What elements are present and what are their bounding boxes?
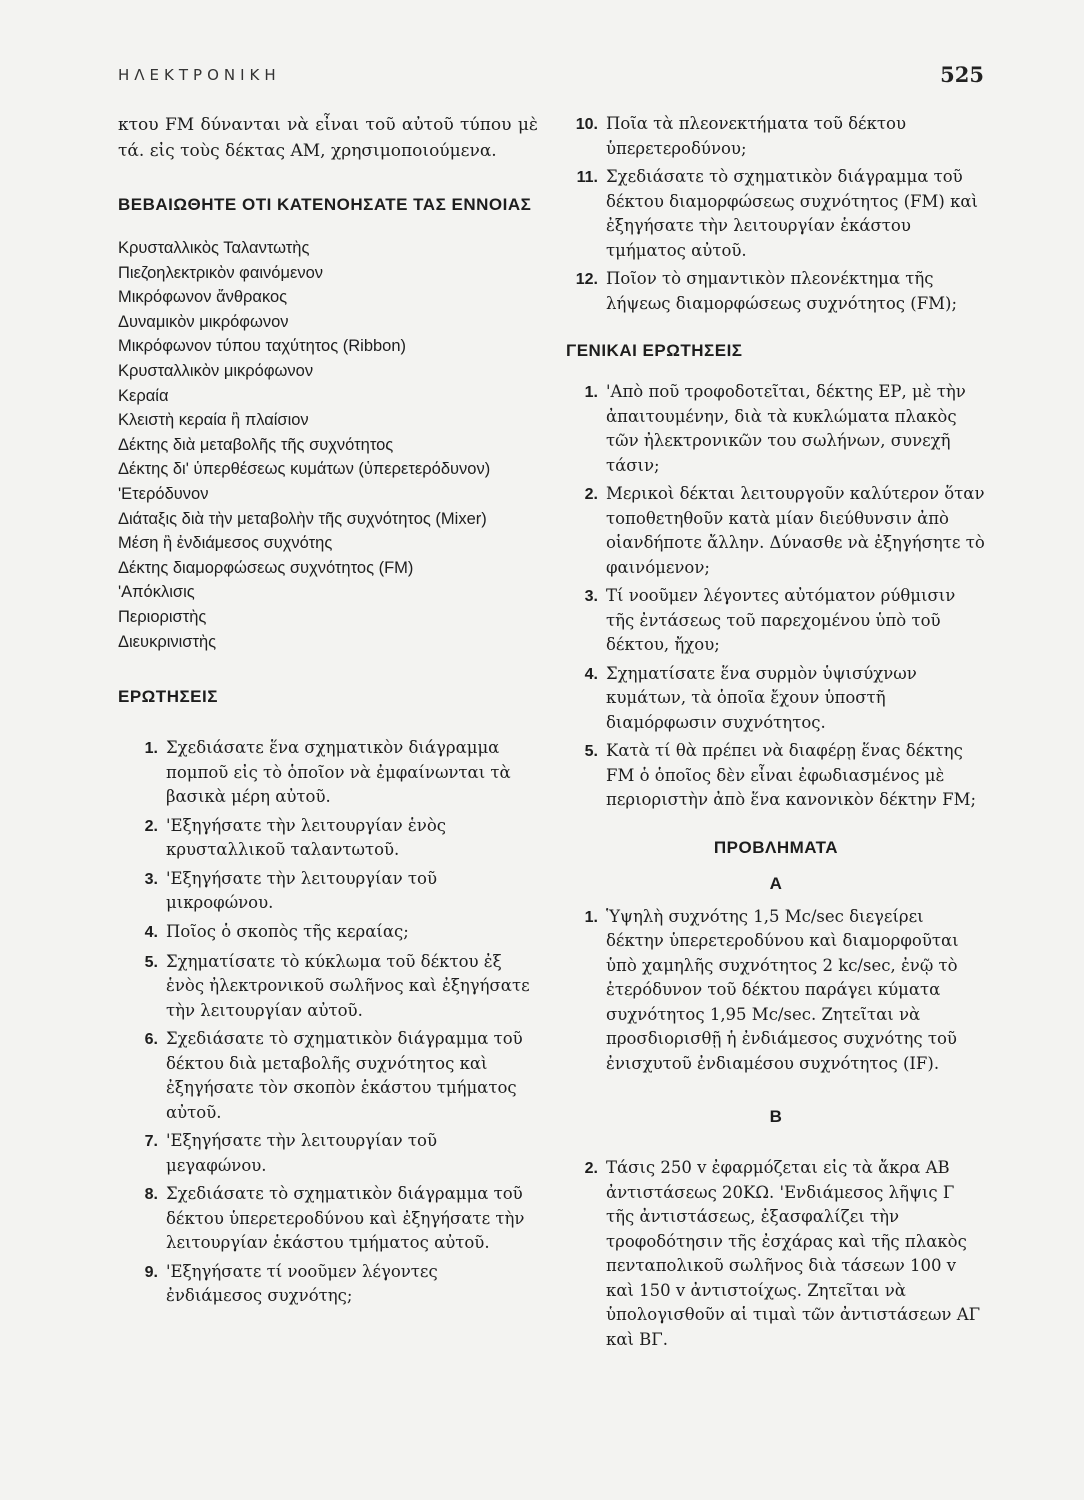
question-text: Σχεδιάσατε τὸ σχηματικὸν διάγραμμα τοῦ δέκτου ὑπερετεροδύνου καὶ ἐξηγήσατε τὴν λειτουργίαν ἑκάστου τμήματος αὐτοῦ.: [166, 1184, 525, 1253]
concept-term: Δέκτης διαμορφώσεως συχνότητος (FM): [118, 558, 414, 577]
problem-item: [566, 1156, 986, 1352]
concept-term: Περιοριστὴς: [118, 607, 207, 626]
problem-number: 1.: [584, 908, 598, 926]
questions-heading: ΕΡΩΤΗΣΕΙΣ: [118, 687, 218, 707]
concept-term: Διάταξις διὰ τὴν μεταβολὴν τῆς συχνότητος (Mixer): [118, 509, 487, 528]
question-text: 'Εξηγήσατε τὴν λειτουργίαν ἑνὸς κρυσταλλικοῦ ταλαντωτοῦ.: [166, 815, 446, 860]
concept-term: Δέκτης διὰ μεταβολῆς τῆς συχνότητος: [118, 435, 394, 454]
question-item: [118, 814, 538, 863]
question-number: 9.: [144, 1263, 158, 1281]
question-number: 4.: [144, 923, 158, 941]
right-column: [566, 112, 986, 1356]
question-text: Σχεδιάσατε ἕνα σχηματικὸν διάγραμμα πομποῦ εἰς τὸ ὁποῖον νὰ ἐμφαίνωνται τὰ βασικὰ μέρη αὐτοῦ.: [166, 738, 511, 807]
general-question-list: [566, 380, 986, 813]
question-text: Σχεδιάσατε τὸ σχηματικὸν διάγραμμα τοῦ δέκτου διὰ μεταβολῆς συχνότητος καὶ ἐξηγήσατε τὸν σκοπὸν ἑκάστου τμήματος αὐτοῦ.: [166, 1029, 523, 1122]
problems-heading: ΠΡΟΒΛΗΜΑΤΑ: [713, 837, 839, 857]
question-text: Ποῖος ὁ σκοπὸς τῆς κεραίας;: [166, 921, 409, 941]
question-number: 2.: [144, 817, 158, 835]
question-number: 7.: [144, 1133, 158, 1151]
question-number: 4.: [584, 665, 598, 683]
question-text: 'Εξηγήσατε τὴν λειτουργίαν τοῦ μικροφώνου.: [166, 868, 438, 913]
question-item: [118, 1182, 538, 1256]
question-number: 3.: [144, 870, 158, 888]
general-questions-heading: ΓΕΝΙΚΑΙ ΕΡΩΤΗΣΕΙΣ: [566, 341, 743, 360]
question-number: 10.: [575, 116, 598, 133]
question-item: [118, 736, 538, 810]
running-title: ΗΛΕΚΤΡΟΝΙΚΗ: [118, 66, 281, 84]
concept-term: Κλειστὴ κεραία ἢ πλαίσιον: [118, 411, 309, 430]
intro-paragraph: κτου FM δύνανται νὰ εἶναι τοῦ αὐτοῦ τύπου μὲ τά. εἰς τοὺς δέκτας AM, χρησιμοποιούμενα.: [118, 115, 538, 161]
question-item: [566, 112, 986, 161]
question-text: 'Απὸ ποῦ τροφοδοτεῖται, δέκτης ΕΡ, μὲ τὴν ἀπαιτουμένην, διὰ τὰ κυκλώματα πλακὸς τῶν ἠλεκτρονικῶν του σωλήνων, συνεχῆ τάσιν;: [606, 382, 966, 475]
question-number: 3.: [584, 588, 598, 605]
question-number: 6.: [144, 1031, 158, 1049]
concept-term: Μέση ἢ ἐνδιάμεσος συχνότης: [118, 534, 333, 553]
concept-term: Δέκτης δι' ὑπερθέσεως κυμάτων (ὑπερετερόδυνον): [118, 460, 491, 479]
concept-list: [118, 236, 538, 654]
question-text: Σχηματίσατε ἕνα συρμὸν ὑψισύχνων κυμάτων, τὰ ὁποῖα ἔχουν ὑποστῆ διαμόρφωσιν συχνότητος.: [606, 663, 917, 732]
question-item: [118, 950, 538, 1024]
problem-text: Τάσις 250 v ἐφαρμόζεται εἰς τὰ ἄκρα AB ἀντιστάσεως 20ΚΩ. 'Ενδιάμεσος λῆψις Γ τῆς ἀντιστάσεως, ἐξασφαλίζει τὴν τροφοδότησιν τῆς ἐσχάρας καὶ τῆς πλακὸς πενταπολικοῦ σωλῆνος διὰ τάσεων 100 v καὶ 150 v ἀντιστοίχως. Ζητεῖται νὰ ὑπολογισθοῦν αἱ τιμαὶ τῶν ἀντιστάσεων ΑΓ καὶ ΒΓ.: [606, 1158, 981, 1349]
question-item: [566, 267, 986, 316]
question-number: 2.: [584, 486, 598, 503]
concept-term: Πιεζοηλεκτρικὸν φαινόμενον: [118, 263, 324, 282]
question-text: Σχηματίσατε τὸ κύκλωμα τοῦ δέκτου ἐξ ἑνὸς ἠλεκτρονικοῦ σωλῆνος καὶ ἐξηγήσατε τὴν λειτουργίαν αὐτοῦ.: [166, 951, 530, 1020]
page-number: 525: [940, 62, 984, 87]
question-text: Μερικοὶ δέκται λειτουργοῦν καλύτερον ὅταν τοποθετηθοῦν κατὰ μίαν διεύθυνσιν ἀπὸ οἱανδήποτε ἄλλην. Δύνασθε νὰ ἐξηγήσητε τὸ φαινόμενον;: [606, 484, 985, 577]
question-number: 5.: [584, 743, 598, 760]
problem-number: 2.: [584, 1160, 598, 1177]
question-item: [118, 1027, 538, 1125]
question-text: Σχεδιάσατε τὸ σχηματικὸν διάγραμμα τοῦ δέκτου διαμορφώσεως συχνότητος (FM) καὶ ἐξηγήσατε τὴν λειτουργίαν ἑκάστου τμήματος αὐτοῦ.: [606, 167, 978, 260]
question-number: 11.: [576, 169, 598, 186]
concepts-heading: ΒΕΒΑΙΩΘΗΤΕ ΟΤΙ ΚΑΤΕΝΟΗΣΑΤΕ ΤΑΣ ΕΝΝΟΙΑΣ: [118, 195, 532, 214]
question-text: 'Εξηγήσατε τὴν λειτουργίαν τοῦ μεγαφώνου.: [166, 1131, 438, 1175]
question-number: 5.: [144, 953, 158, 971]
question-text: Τί νοοῦμεν λέγοντες αὐτόματον ρύθμισιν τῆς ἐντάσεως τοῦ παρεχομένου ὑπὸ τοῦ δέκτου, ἤχου;: [606, 586, 956, 654]
question-item: [118, 867, 538, 916]
question-item: [118, 1129, 538, 1178]
question-item: [566, 165, 986, 263]
question-item: [118, 920, 538, 946]
question-text: 'Εξηγήσατε τί νοοῦμεν λέγοντες ἐνδιάμεσος συχνότης;: [166, 1261, 438, 1306]
question-number: 12.: [575, 271, 598, 288]
question-item: [566, 662, 986, 736]
left-column: [118, 112, 538, 1313]
problem-item: [566, 905, 986, 1077]
question-item: [566, 380, 986, 478]
question-text: Ποῖα τὰ πλεονεκτήματα τοῦ δέκτου ὑπερετεροδύνου;: [606, 114, 906, 158]
question-item: [566, 739, 986, 813]
concept-term: Μικρόφωνον ἄνθρακος: [118, 288, 288, 307]
concept-term: Κρυσταλλικὸς Ταλαντωτὴς: [118, 239, 310, 257]
question-number: 1.: [584, 384, 598, 401]
question-list-continued: [566, 112, 986, 316]
question-number: 8.: [144, 1186, 158, 1204]
concept-term: Διευκρινιστὴς: [118, 632, 217, 651]
question-list: [118, 736, 538, 1309]
section-a-label: Α: [769, 873, 783, 893]
concept-term: Δυναμικὸν μικρόφωνον: [118, 312, 289, 331]
question-item: [118, 1260, 538, 1309]
concept-term: Μικρόφωνον τύπου ταχύτητος (Ribbon): [118, 337, 407, 356]
question-item: [566, 482, 986, 580]
concept-term: Κεραία: [118, 386, 169, 405]
question-text: Κατὰ τί θὰ πρέπει νὰ διαφέρῃ ἕνας δέκτης FM ὁ ὁποῖος δὲν εἶναι ἐφωδιασμένος μὲ περιοριστὴν ἀπὸ ἕνα κανονικὸν δέκτην FM;: [606, 741, 977, 809]
question-item: [566, 584, 986, 658]
section-b-label: Β: [769, 1107, 783, 1126]
question-text: Ποῖον τὸ σημαντικὸν πλεονέκτημα τῆς λήψεως διαμορφώσεως συχνότητος (FM);: [606, 269, 958, 313]
concept-term: 'Ετερόδυνον: [118, 484, 209, 503]
concept-term: Κρυσταλλικὸν μικρόφωνον: [118, 361, 314, 380]
question-number: 1.: [144, 740, 158, 758]
problem-text: Ὑψηλὴ συχνότης 1,5 Mc/sec διεγείρει δέκτην ὑπερετεροδύνου καὶ διαμορφοῦται ὑπὸ χαμηλῆς συχνότητος 2 kc/sec, ἐνῷ τὸ ἑτερόδυνον τοῦ δέκτου παράγει κύματα συχνότητος 1,95 Mc/sec. Ζητεῖται νὰ προσδιορισθῇ ἡ ἐνδιάμεσος συχνότης τοῦ ἐνισχυτοῦ ἐνδιαμέσου συχνότητος (IF).: [606, 906, 959, 1073]
page-header: [118, 62, 984, 96]
concept-term: 'Απόκλισις: [118, 583, 195, 602]
